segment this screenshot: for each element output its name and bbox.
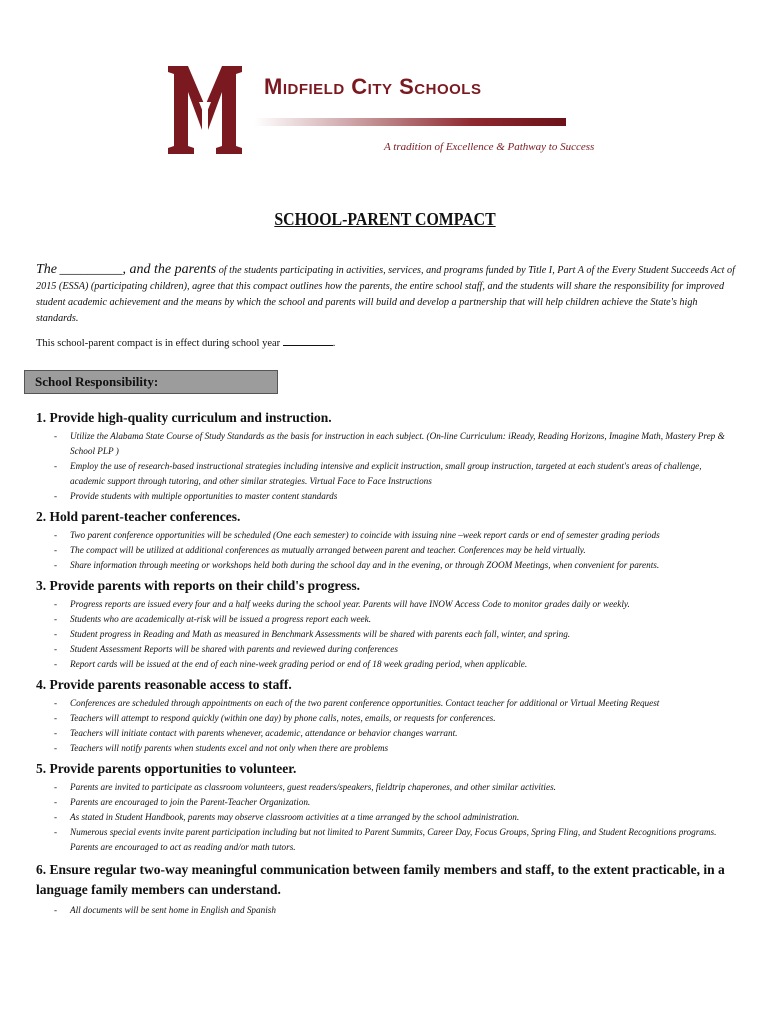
responsibilities-list	[36, 410, 736, 923]
responsibility-item: - Employ the use of research-based instructional strategies including intensive and explicit instruction, small group instruction, targeted at each student's areas of challenge, academic support through tutoring, and other similar strategies. Virtual Face to Face Instructions	[36, 459, 736, 489]
effect-period: .	[332, 338, 336, 349]
section-title: School Responsibility:	[35, 374, 159, 389]
intro-paragraph	[36, 262, 738, 327]
responsibility-item: - Report cards will be issued at the end of each nine-week grading period or end of 18 week grading period, when applicable.	[36, 657, 736, 672]
responsibility-items	[36, 780, 736, 855]
responsibility-items	[36, 528, 736, 573]
intro-rest: of the students participating in activities, services, and programs funded by Title I, Part A of the Every Student Succeeds Act of 2015 (ESSA) (participating children), agree that this compact outlines how the parents, the entire school staff, and the students will share the responsibility for improved student academic achievement and the means by which the school and parents will build and develop a partnership that will help children achieve the State's high standards.	[36, 265, 735, 324]
district-tagline: A tradition of Excellence & Pathway to Success	[384, 141, 595, 153]
responsibility-item: - Progress reports are issued every four and a half weeks during the school year. Parents will have INOW Access Code to monitor grades daily or weekly.	[36, 597, 736, 612]
responsibility-items	[36, 429, 736, 504]
responsibility-item: - Numerous special events invite parent participation including but not limited to Parent Summits, Career Day, Focus Groups, Spring Fling, and Student Recognitions programs. Parents are encouraged to act as reading and/or math tutors.	[36, 825, 736, 855]
responsibility-item: - Students who are academically at-risk will be issued a progress report each week.	[36, 612, 736, 627]
responsibility-item: - Parents are invited to participate as classroom volunteers, guest readers/speakers, fieldtrip chaperones, and other similar activities.	[36, 780, 736, 795]
responsibility-item: - Utilize the Alabama State Course of Study Standards as the basis for instruction in each subject. (On-line Curriculum: iReady, Reading Horizons, Imagine Math, Mastery Prep & School PLP )	[36, 429, 736, 459]
intro-the: The	[36, 262, 57, 277]
responsibility-item: - Student Assessment Reports will be shared with parents and reviewed during conferences	[36, 642, 736, 657]
responsibility-heading: 2. Hold parent-teacher conferences.	[36, 509, 241, 524]
responsibility-item: - Parents are encouraged to join the Parent-Teacher Organization.	[36, 795, 736, 810]
responsibility-items	[36, 696, 736, 756]
school-year-blank	[283, 335, 333, 346]
responsibility-item: - Student progress in Reading and Math as measured in Benchmark Assessments will be shared with parents each fall, winter, and spring.	[36, 627, 736, 642]
responsibility-heading: 4. Provide parents reasonable access to staff.	[36, 677, 292, 692]
responsibility-heading: 6. Ensure regular two-way meaningful communication between family members and staff, to the extent practicable, in a language family members can understand.	[36, 862, 725, 897]
responsibility-heading: 3. Provide parents with reports on their child's progress.	[36, 578, 361, 593]
district-name: Midfield City Schools	[264, 74, 482, 99]
responsibility-item: - As stated in Student Handbook, parents may observe classroom activities at a time arranged by the school administration.	[36, 810, 736, 825]
responsibility-item: - All documents will be sent home in English and Spanish	[36, 903, 736, 918]
effect-line	[36, 335, 335, 349]
intro-and-parents: , and the parents	[122, 262, 217, 277]
responsibility-item: - Share information through meeting or workshops held both during the school day and in the evening, or through ZOOM Meetings, when convenient for parents.	[36, 558, 736, 573]
brand-divider-bar	[254, 118, 566, 126]
responsibility-items	[36, 903, 736, 918]
responsibility-item: - Provide students with multiple opportunities to master content standards	[36, 489, 736, 504]
responsibility-heading: 5. Provide parents opportunities to volunteer.	[36, 761, 297, 776]
responsibility-items	[36, 597, 736, 672]
document-title: SCHOOL-PARENT COMPACT	[274, 209, 496, 229]
responsibility-item: - Conferences are scheduled through appointments on each of the two parent conference opportunities. Contact teacher for additional or Virtual Meeting Request	[36, 696, 736, 711]
intro-blank: _________	[59, 262, 123, 277]
responsibility-item: - Teachers will notify parents when students excel and not only when there are problems	[36, 741, 736, 756]
responsibility-item: - Teachers will initiate contact with parents whenever, academic, attendance or behavior changes warrant.	[36, 726, 736, 741]
district-logo	[166, 62, 244, 158]
section-header-box	[24, 370, 278, 394]
effect-text: This school-parent compact is in effect during school year	[36, 338, 281, 349]
responsibility-item: - Teachers will attempt to respond quickly (within one day) by phone calls, notes, emails, or requests for conferences.	[36, 711, 736, 726]
responsibility-item: - Two parent conference opportunities will be scheduled (One each semester) to coincide with issuing nine –week report cards or end of semester grading periods	[36, 528, 736, 543]
responsibility-heading: 1. Provide high-quality curriculum and instruction.	[36, 410, 332, 425]
responsibility-item: - The compact will be utilized at additional conferences as mutually arranged between parent and teacher. Conferences may be held virtually.	[36, 543, 736, 558]
